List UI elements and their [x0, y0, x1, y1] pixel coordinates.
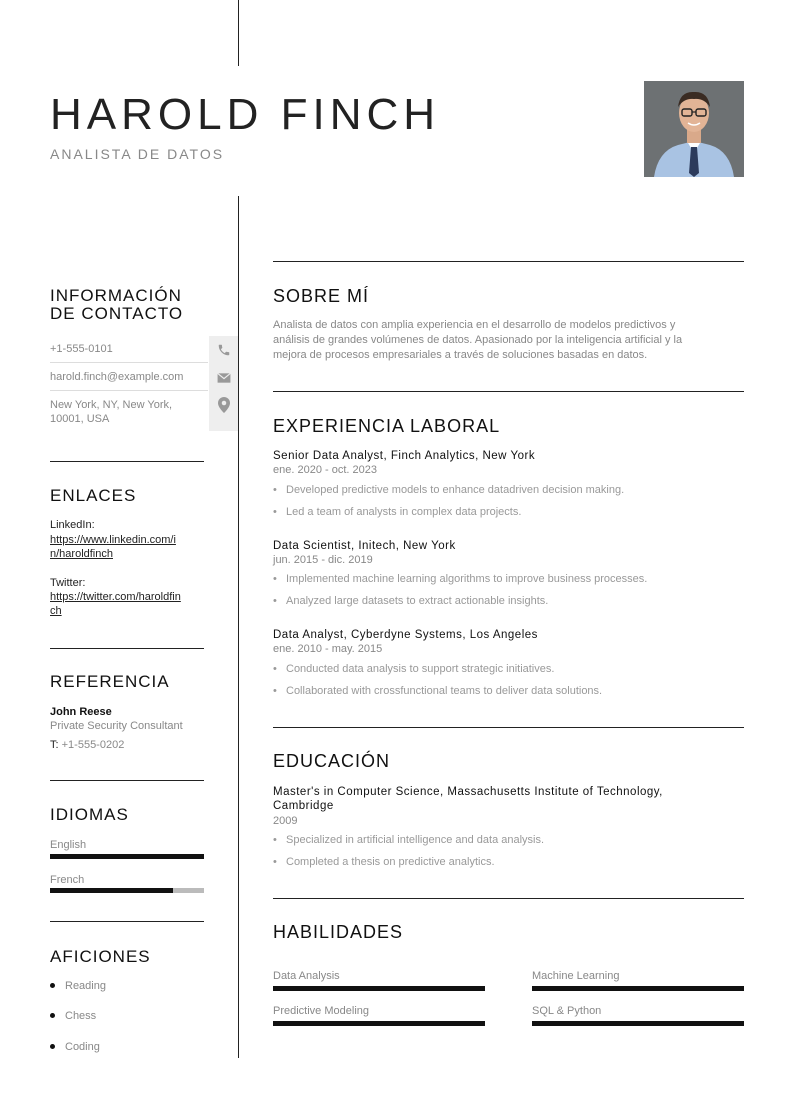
section-divider — [50, 648, 204, 649]
job-dates: ene. 2010 - may. 2015 — [273, 643, 383, 655]
about-line: análisis de grandes volúmenes de datos. Apasionado por la inteligencia artificial y la — [273, 334, 683, 346]
skill-bar — [273, 986, 485, 991]
language-name: English — [50, 839, 87, 851]
profile-photo — [644, 81, 744, 177]
job-bullet-text: Developed predictive models to enhance datadriven decision making. — [286, 484, 625, 496]
candidate-name: HAROLD FINCH — [50, 90, 441, 139]
education-bullet-text: Completed a thesis on predictive analytics. — [286, 856, 495, 868]
reference-phone-label: T: — [50, 739, 59, 751]
about-line: Analista de datos con amplia experiencia en el desarrollo de modelos predictivos y — [273, 319, 676, 331]
candidate-title: ANALISTA DE DATOS — [50, 146, 225, 162]
education-bullet: • Specialized in artificial intelligence and data analysis. — [273, 834, 545, 846]
vertical-divider-main — [238, 196, 239, 1058]
bullet-dot — [50, 983, 55, 988]
linkedin-link-line1[interactable]: https://www.linkedin.com/i — [50, 534, 176, 546]
contact-phone: +1-555-0101 — [50, 343, 113, 355]
job-title: Data Scientist, Initech, New York — [273, 540, 456, 552]
job-dates: jun. 2015 - dic. 2019 — [273, 554, 373, 566]
skill-label: Predictive Modeling — [273, 1005, 369, 1017]
linkedin-label: LinkedIn: — [50, 519, 95, 531]
section-divider — [50, 461, 204, 462]
contact-heading-line2: DE CONTACTO — [50, 304, 184, 323]
job-bullet-text: Conducted data analysis to support strategic initiatives. — [286, 663, 555, 675]
linkedin-link-line2[interactable]: n/haroldfinch — [50, 548, 113, 560]
languages-heading: IDIOMAS — [50, 805, 129, 824]
job-bullet: • Analyzed large datasets to extract actionable insights. — [273, 595, 549, 607]
twitter-link[interactable] — [50, 590, 204, 618]
divider — [50, 362, 208, 363]
twitter-link-line2[interactable]: ch — [50, 605, 62, 617]
contact-heading-line1: INFORMACIÓN — [50, 286, 182, 305]
degree-line: Cambridge — [273, 800, 334, 812]
address-line2: 10001, USA — [50, 413, 110, 425]
language-level-bar — [50, 888, 204, 893]
skill-label: Data Analysis — [273, 970, 340, 982]
language-level-fill — [50, 888, 173, 893]
contact-email: harold.finch@example.com — [50, 371, 184, 383]
twitter-label: Twitter: — [50, 577, 86, 589]
section-divider — [273, 727, 744, 728]
about-heading: SOBRE MÍ — [273, 286, 370, 306]
vertical-divider-top — [238, 0, 239, 66]
reference-name: John Reese — [50, 706, 112, 718]
contact-heading — [50, 287, 183, 323]
skill-label: Machine Learning — [532, 970, 620, 982]
job-bullet-text: Implemented machine learning algorithms to improve business processes. — [286, 573, 648, 585]
hobby-item — [50, 980, 106, 992]
about-text — [273, 318, 733, 363]
language-level-fill — [50, 854, 204, 859]
job-bullet: • Collaborated with crossfunctional teams to deliver data solutions. — [273, 685, 603, 697]
job-dates: ene. 2020 - oct. 2023 — [273, 464, 377, 476]
divider — [50, 390, 208, 391]
envelope-icon — [216, 370, 232, 386]
twitter-link-line1[interactable]: https://twitter.com/haroldfin — [50, 591, 181, 603]
skill-bar — [532, 986, 744, 991]
skill-bar — [273, 1021, 485, 1026]
experience-heading: EXPERIENCIA LABORAL — [273, 416, 501, 436]
education-heading: EDUCACIÓN — [273, 751, 391, 771]
linkedin-link[interactable] — [50, 533, 204, 561]
location-pin-icon — [216, 397, 232, 413]
degree-title — [273, 785, 733, 813]
job-title: Senior Data Analyst, Finch Analytics, New York — [273, 450, 536, 462]
skill-label: SQL & Python — [532, 1005, 602, 1017]
reference-phone-number: +1-555-0202 — [61, 739, 125, 751]
job-bullet-text: Analyzed large datasets to extract actionable insights. — [286, 595, 549, 607]
hobbies-heading: AFICIONES — [50, 947, 151, 966]
skills-heading: HABILIDADES — [273, 922, 404, 942]
bullet-dot — [50, 1044, 55, 1049]
links-heading: ENLACES — [50, 486, 137, 505]
hobby-item — [50, 1041, 100, 1053]
bullet-dot — [50, 1013, 55, 1018]
job-bullet: • Led a team of analysts in complex data projects. — [273, 506, 522, 518]
section-divider — [50, 780, 204, 781]
job-bullet: • Developed predictive models to enhance datadriven decision making. — [273, 484, 625, 496]
address-line1: New York, NY, New York, — [50, 399, 173, 411]
reference-role: Private Security Consultant — [50, 720, 183, 732]
section-divider — [273, 261, 744, 262]
job-bullet: • Conducted data analysis to support strategic initiatives. — [273, 663, 555, 675]
job-bullet-text: Collaborated with crossfunctional teams to deliver data solutions. — [286, 685, 603, 697]
language-level-bar — [50, 854, 204, 859]
contact-address — [50, 398, 238, 426]
language-name: French — [50, 874, 85, 886]
reference-phone — [50, 738, 124, 752]
hobby-label: Reading — [65, 980, 106, 992]
education-bullet-text: Specialized in artificial intelligence and data analysis. — [286, 834, 545, 846]
hobby-label: Coding — [65, 1041, 100, 1053]
education-bullet: • Completed a thesis on predictive analytics. — [273, 856, 495, 868]
reference-heading: REFERENCIA — [50, 672, 170, 691]
section-divider — [273, 391, 744, 392]
degree-year: 2009 — [273, 815, 298, 827]
phone-icon — [216, 342, 232, 358]
about-line: mejora de procesos empresariales a través de soluciones basadas en datos. — [273, 349, 648, 361]
section-divider — [50, 921, 204, 922]
hobby-label: Chess — [65, 1010, 97, 1022]
section-divider — [273, 898, 744, 899]
skill-bar — [532, 1021, 744, 1026]
job-title: Data Analyst, Cyberdyne Systems, Los Angeles — [273, 629, 538, 641]
hobby-item — [50, 1010, 96, 1022]
degree-line: Master's in Computer Science, Massachusetts Institute of Technology, — [273, 786, 663, 798]
job-bullet: • Implemented machine learning algorithms to improve business processes. — [273, 573, 648, 585]
job-bullet-text: Led a team of analysts in complex data projects. — [286, 506, 522, 518]
